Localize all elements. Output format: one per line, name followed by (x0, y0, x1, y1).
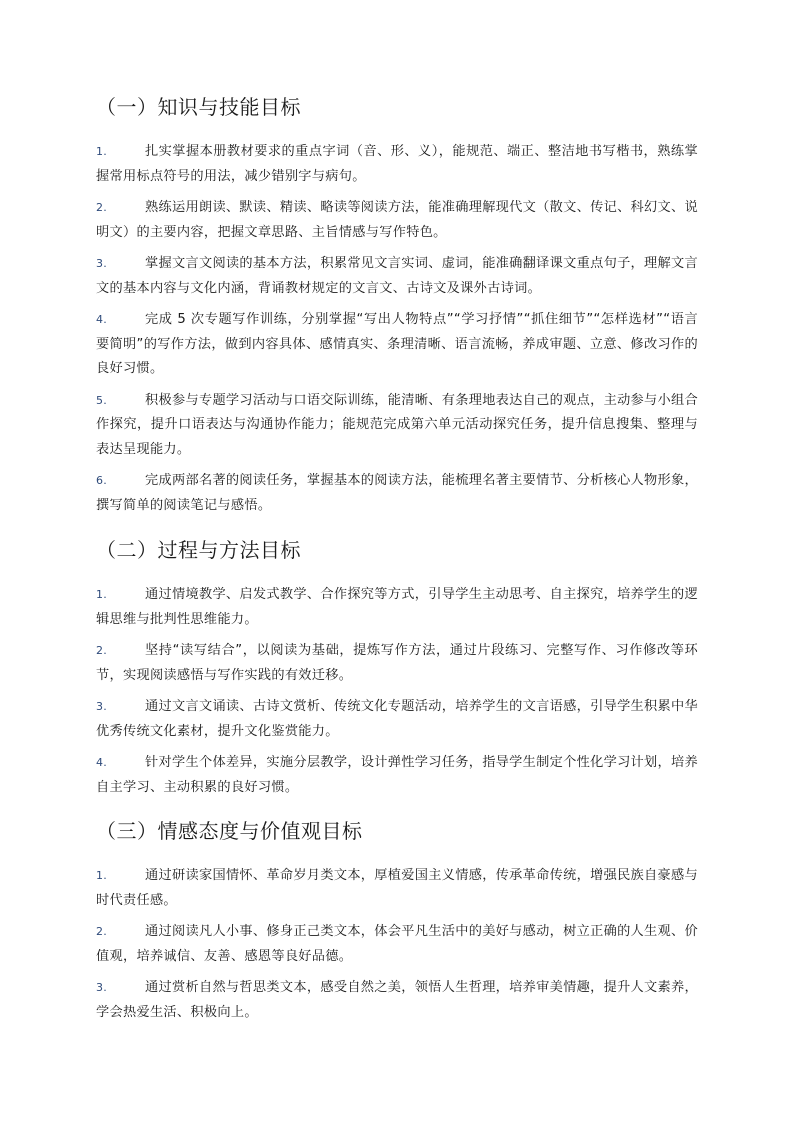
list-item (96, 389, 698, 463)
list-item (96, 695, 698, 744)
item-text: 扎实掌握本册教材要求的重点字词（音、形、义），能规范、端正、整洁地书写楷书，熟练掌握常用标点符号的用法，减少错别字与病句。 (96, 144, 698, 184)
list-item (96, 140, 698, 189)
item-number: 3. (96, 981, 108, 994)
item-number: 4. (96, 313, 108, 326)
item-number: 2. (96, 925, 108, 938)
item-text: 完成两部名著的阅读任务，掌握基本的阅读方法，能梳理名著主要情节、分析核心人物形象，撰写简单的阅读笔记与感悟。 (96, 473, 698, 513)
list-item (96, 639, 698, 688)
section-knowledge-skills (96, 93, 698, 518)
section-title: （二）过程与方法目标 (96, 538, 301, 562)
item-number: 6. (96, 474, 108, 487)
item-text: 针对学生个体差异，实施分层教学，设计弹性学习任务，指导学生制定个性化学习计划，培养自主学习、主动积累的良好习惯。 (96, 755, 698, 795)
item-number: 2. (96, 201, 108, 214)
item-number: 2. (96, 644, 108, 657)
item-text: 熟练运用朗读、默读、精读、略读等阅读方法，能准确理解现代文（散文、传记、科幻文、说明文）的主要内容，把握文章思路、主旨情感与写作特色。 (96, 200, 698, 240)
item-number: 3. (96, 700, 108, 713)
item-text: 掌握文言文阅读的基本方法，积累常见文言实词、虚词，能准确翻译课文重点句子，理解文言文的基本内容与文化内涵，背诵教材规定的文言文、古诗文及课外古诗词。 (96, 256, 698, 296)
section-process-methods (96, 536, 698, 800)
item-number: 5. (96, 393, 108, 407)
item-text: 坚持“读写结合”，以阅读为基础，提炼写作方法，通过片段练习、完整写作、习作修改等环节，实现阅读感悟与写作实践的有效迁移。 (96, 643, 698, 683)
item-number: 1. (96, 145, 108, 158)
item-text: 通过阅读凡人小事、修身正己类文本，体会平凡生活中的美好与感动，树立正确的人生观、价值观，培养诚信、友善、感恩等良好品德。 (96, 924, 698, 964)
list-item (96, 976, 698, 1025)
list-item (96, 751, 698, 800)
list-item (96, 469, 698, 518)
item-text: 通过赏析自然与哲思类文本，感受自然之美，领悟人生哲理，培养审美情趣，提升人文素养，学会热爱生活、积极向上。 (96, 980, 698, 1020)
item-number: 1. (96, 869, 108, 882)
section-title: （三）情感态度与价值观目标 (96, 819, 363, 843)
list-item (96, 196, 698, 245)
list-item (96, 583, 698, 632)
section-title: （一）知识与技能目标 (96, 95, 301, 119)
item-text: 通过文言文诵读、古诗文赏析、传统文化专题活动，培养学生的文言语感，引导学生积累中华优秀传统文化素材，提升文化鉴赏能力。 (96, 699, 698, 739)
item-text: 通过情境教学、启发式教学、合作探究等方式，引导学生主动思考、自主探究，培养学生的逻辑思维与批判性思维能力。 (96, 587, 698, 627)
section-emotion-values (96, 817, 698, 1025)
list-item (96, 252, 698, 301)
item-text: 积极参与专题学习活动与口语交际训练，能清晰、有条理地表达自己的观点，主动参与小组合作探究，提升口语表达与沟通协作能力；能规范完成第六单元活动探究任务，提升信息搜集、整理与表达呈现能力。 (96, 392, 698, 457)
item-number: 3. (96, 257, 108, 270)
list-item (96, 920, 698, 969)
list-item (96, 864, 698, 913)
list-item (96, 308, 698, 382)
item-number: 4. (96, 756, 108, 769)
item-text: 通过研读家国情怀、革命岁月类文本，厚植爱国主义情感，传承革命传统，增强民族自豪感与时代责任感。 (96, 868, 698, 908)
item-number: 1. (96, 588, 108, 601)
item-text: 完成 5 次专题写作训练，分别掌握“写出人物特点”“学习抒情”“抓住细节”“怎样选材”“语言要简明”的写作方法，做到内容具体、感情真实、条理清晰、语言流畅，养成审题、立意、修改习作的良好习惯。 (96, 312, 698, 376)
